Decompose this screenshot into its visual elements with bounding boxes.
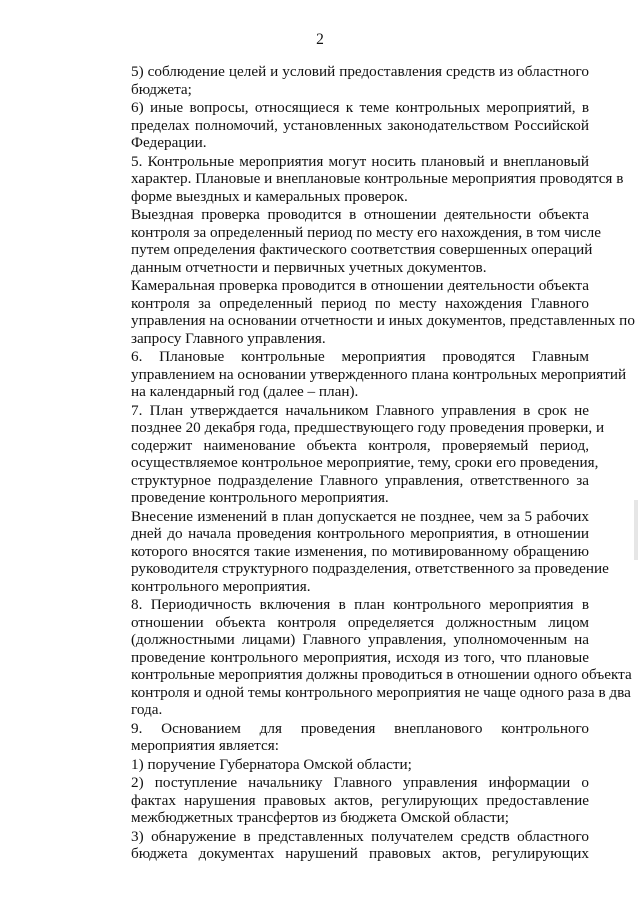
- paragraph-basis-2: [86, 774, 589, 827]
- text-line: контрольного мероприятия.: [131, 577, 311, 595]
- text-line: бюджета документах нарушений правовых актов, регулирующих: [131, 845, 589, 862]
- paragraph-clause-9: [86, 720, 589, 755]
- paragraph-clause-8: [86, 596, 632, 719]
- text-line: 3) обнаружение в представленных получателем средств областного: [131, 827, 589, 845]
- text-line: 7. План утверждается начальником Главного управления в срок не: [131, 401, 589, 419]
- text-line: Федерации.: [131, 134, 207, 151]
- paragraph-basis-3: [86, 828, 589, 863]
- text-line: Выездная проверка проводится в отношении деятельности объекта: [131, 206, 589, 223]
- text-line: проведение контрольного мероприятия, исходя из того, что плановые: [131, 648, 589, 666]
- text-line: запросу Главного управления.: [131, 329, 326, 347]
- text-line: контроля и одной темы контрольного мероприятия не чаще одного раза в два: [131, 683, 631, 701]
- paragraph-item-5-budget-compliance: [86, 63, 589, 98]
- text-line: характер. Плановые и внеплановые контрольные мероприятия проводятся в: [131, 170, 624, 187]
- text-line: на календарный год (далее – план).: [131, 383, 359, 400]
- text-line: контроля за определенный период по месту его нахождения, в том числе: [131, 223, 601, 241]
- text-line: управления на основании отчетности и иных документов, представленных по: [131, 312, 635, 329]
- text-line: контроля за определенный период по месту нахождения Главного: [131, 294, 589, 312]
- text-line: дней до начала проведения контрольного мероприятия, в отношении: [131, 525, 589, 542]
- text-line: отношении объекта контроля определяется должностным лицом: [131, 613, 589, 631]
- text-line: 5) соблюдение целей и условий предоставления средств из областного: [131, 63, 589, 80]
- text-line: проведение контрольного мероприятия.: [131, 489, 389, 506]
- paragraph-desk-check: [86, 277, 635, 347]
- document-body: [86, 63, 635, 863]
- text-line: бюджета;: [131, 80, 192, 98]
- paragraph-field-check: [86, 206, 601, 276]
- text-line: Внесение изменений в план допускается не позднее, чем за 5 рабочих: [131, 507, 589, 525]
- text-line: руководителя структурного подразделения, ответственного за проведение: [131, 560, 609, 577]
- text-line: контрольные мероприятия должны проводиться в отношении одного объекта: [131, 666, 632, 683]
- text-line: 8. Периодичность включения в план контрольного мероприятия в: [131, 596, 589, 613]
- paragraph-plan-changes: [86, 507, 609, 596]
- text-line: 1) поручение Губернатора Омской области;: [131, 755, 412, 773]
- text-line: путем определения фактического соответствия совершенных операций: [131, 241, 593, 258]
- text-line: структурное подразделение Главного управления, ответственного за: [131, 471, 589, 489]
- scan-edge-shadow: [634, 500, 638, 560]
- text-line: межбюджетных трансфертов из бюджета Омской области;: [131, 809, 510, 826]
- paragraph-clause-7: [86, 401, 605, 507]
- paragraph-clause-6: [86, 348, 627, 401]
- paragraph-item-6-other-issues: [86, 99, 589, 152]
- text-line: позднее 20 декабря года, предшествующего году проведения проверки, и: [131, 419, 605, 436]
- text-line: 9. Основанием для проведения внепланового контрольного: [131, 719, 589, 737]
- text-line: мероприятия является:: [131, 737, 279, 754]
- text-line: данным отчетности и первичных учетных документов.: [131, 258, 487, 276]
- text-line: 6. Плановые контрольные мероприятия проводятся Главным: [131, 348, 589, 365]
- text-line: форме выездных и камеральных проверок.: [131, 187, 408, 205]
- text-line: (должностными лицами) Главного управления, уполномоченным на: [131, 631, 589, 648]
- text-line: управлением на основании утвержденного плана контрольных мероприятий: [131, 365, 627, 383]
- text-line: 6) иные вопросы, относящиеся к теме контрольных мероприятий, в: [131, 99, 589, 116]
- text-line: осуществляемое контрольное мероприятие, тему, сроки его проведения,: [131, 454, 599, 471]
- page-number: 2: [316, 31, 324, 48]
- text-line: Камеральная проверка проводится в отношении деятельности объекта: [131, 277, 589, 294]
- paragraph-clause-5: [86, 152, 624, 206]
- text-line: года.: [131, 701, 163, 718]
- text-line: 5. Контрольные мероприятия могут носить плановый и внеплановый: [131, 152, 589, 170]
- text-line: пределах полномочий, установленных законодательством Российской: [131, 116, 589, 134]
- text-line: 2) поступление начальнику Главного управления информации о: [131, 774, 589, 791]
- text-line: содержит наименование объекта контроля, проверяемый период,: [131, 436, 589, 454]
- text-line: которого вносятся такие изменения, по мотивированному обращению: [131, 542, 589, 560]
- text-line: фактах нарушения правовых актов, регулирующих предоставление: [131, 791, 589, 809]
- paragraph-basis-1: [86, 756, 589, 774]
